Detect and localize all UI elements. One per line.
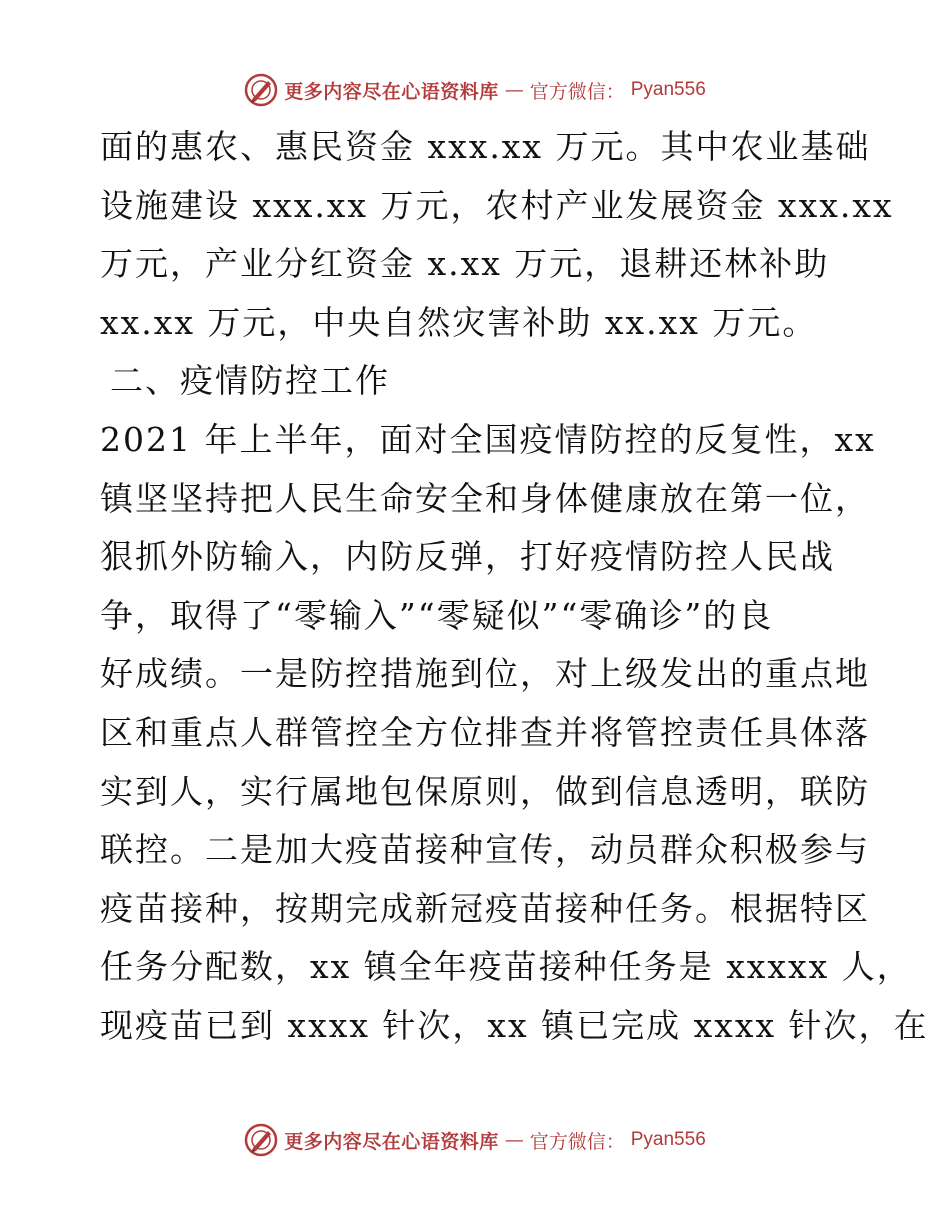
text-line: 狠抓外防输入，内防反弹，打好疫情防控人民战 bbox=[100, 537, 835, 577]
text-line: 实到人，实行属地包保原则，做到信息透明，联防 bbox=[100, 771, 870, 811]
text-line: 面的惠农、惠民资金 xxx.xx 万元。其中农业基础 bbox=[100, 127, 871, 166]
watermark-brand-text: 更多内容尽在心语资料库 bbox=[284, 80, 499, 103]
watermark-wechat-id: Pyan556 bbox=[630, 79, 706, 100]
brand-logo-icon bbox=[244, 73, 278, 107]
text-line: 设施建设 xxx.xx 万元，农村产业发展资金 xxx.xx bbox=[100, 185, 894, 225]
section-heading: 二、疫情防控工作 bbox=[110, 361, 390, 401]
watermark-header bbox=[0, 70, 950, 110]
watermark-separator: — bbox=[504, 1129, 524, 1151]
text-line: 区和重点人群管控全方位排查并将管控责任具体落 bbox=[100, 712, 870, 752]
watermark-separator: — bbox=[504, 79, 524, 101]
brand-logo-icon bbox=[244, 1123, 278, 1157]
text-line: 万元，产业分红资金 x.xx 万元，退耕还林补助 bbox=[100, 244, 830, 284]
text-line: 现疫苗已到 xxxx 针次，xx 镇已完成 xxxx 针次，在 bbox=[100, 1005, 929, 1045]
text-line: 2021 年上半年，面对全国疫情防控的反复性，xx bbox=[100, 419, 876, 459]
text-line: 联控。二是加大疫苗接种宣传，动员群众积极参与 bbox=[100, 830, 870, 870]
text-line: 疫苗接种，按期完成新冠疫苗接种任务。根据特区 bbox=[100, 888, 870, 928]
watermark-wechat-label: 官方微信： bbox=[529, 1130, 625, 1153]
text-line: 镇坚坚持把人民生命安全和身体健康放在第一位， bbox=[100, 478, 870, 518]
watermark-brand-text: 更多内容尽在心语资料库 bbox=[284, 1130, 499, 1153]
watermark-footer bbox=[0, 1120, 950, 1160]
text-line: xx.xx 万元，中央自然灾害补助 xx.xx 万元。 bbox=[100, 302, 818, 342]
watermark-wechat-label: 官方微信： bbox=[529, 80, 625, 103]
text-line: 争，取得了“零输入”“零疑似”“零确诊”的良 bbox=[100, 595, 774, 635]
text-line: 好成绩。一是防控措施到位，对上级发出的重点地 bbox=[100, 654, 870, 694]
watermark-wechat-id: Pyan556 bbox=[630, 1129, 706, 1150]
text-line: 任务分配数，xx 镇全年疫苗接种任务是 xxxxx 人， bbox=[100, 947, 912, 987]
document-body bbox=[100, 118, 929, 1056]
